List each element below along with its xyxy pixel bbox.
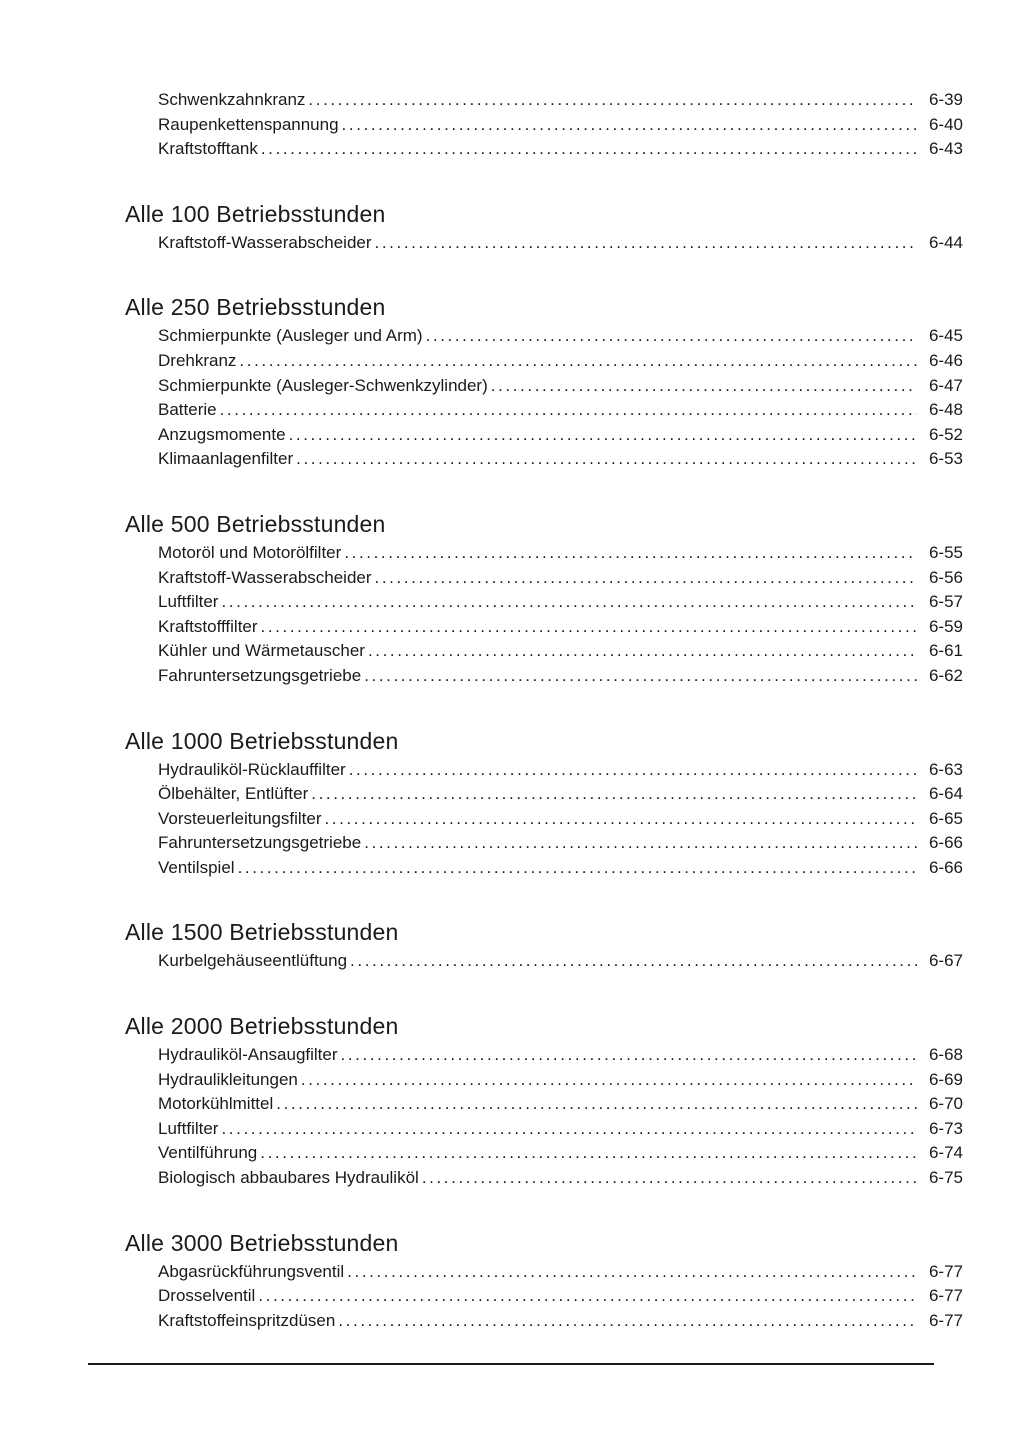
entry-label: Biologisch abbaubares Hydrauliköl bbox=[158, 1168, 419, 1188]
entry-label: Hydraulikleitungen bbox=[158, 1069, 298, 1089]
entry-page-number: 6-39 bbox=[928, 90, 963, 109]
toc-entry bbox=[125, 1260, 963, 1285]
toc-section bbox=[125, 917, 963, 974]
dot-leader bbox=[375, 231, 917, 256]
entry-page-number: 6-40 bbox=[928, 114, 963, 134]
toc-entry bbox=[125, 856, 963, 881]
dot-leader bbox=[364, 664, 917, 689]
entry-page-number: 6-44 bbox=[928, 232, 963, 252]
entry-label: Luftfilter bbox=[158, 592, 219, 612]
toc-entry bbox=[125, 374, 963, 399]
entry-page-number: 6-63 bbox=[928, 759, 963, 779]
dot-leader bbox=[239, 349, 917, 374]
entry-page-number: 6-55 bbox=[928, 542, 963, 562]
entry-page-number: 6-69 bbox=[928, 1069, 963, 1089]
entry-page-number: 6-43 bbox=[928, 139, 963, 159]
dot-leader bbox=[238, 856, 917, 881]
entry-label: Kraftstofffilter bbox=[158, 616, 258, 636]
entry-label: Ventilführung bbox=[158, 1143, 258, 1163]
entry-label: Anzugsmomente bbox=[158, 424, 286, 444]
toc-entry bbox=[125, 231, 963, 256]
entry-label: Hydrauliköl-Ansaugfilter bbox=[158, 1045, 338, 1065]
entry-label: Motorkühlmittel bbox=[158, 1094, 274, 1114]
entry-page-number: 6-66 bbox=[928, 833, 963, 853]
entry-page-number: 6-53 bbox=[928, 449, 963, 469]
entry-page-number: 6-52 bbox=[928, 424, 963, 444]
entry-page-number: 6-70 bbox=[928, 1094, 963, 1114]
entry-label: Schmierpunkte (Ausleger und Arm) bbox=[158, 326, 423, 346]
entry-page-number: 6-68 bbox=[928, 1045, 963, 1065]
dot-leader bbox=[350, 949, 917, 974]
entry-label: Raupenkettenspannung bbox=[158, 114, 339, 134]
entry-label: Luftfilter bbox=[158, 1118, 219, 1138]
dot-leader bbox=[422, 1166, 917, 1191]
section-heading: Alle 250 Betriebsstunden bbox=[125, 294, 386, 321]
toc-section bbox=[125, 726, 963, 881]
entry-label: Klimaanlagenfilter bbox=[158, 449, 294, 469]
toc-entry bbox=[125, 447, 963, 472]
entry-page-number: 6-45 bbox=[928, 326, 963, 346]
entry-label: Ventilspiel bbox=[158, 857, 235, 877]
dot-leader bbox=[311, 782, 917, 807]
entry-label: Kraftstofftank bbox=[158, 139, 258, 159]
entry-page-number: 6-65 bbox=[928, 808, 963, 828]
entry-page-number: 6-77 bbox=[928, 1261, 963, 1281]
toc-entry bbox=[125, 398, 963, 423]
entry-page-number: 6-46 bbox=[928, 350, 963, 370]
toc bbox=[125, 88, 963, 1333]
entry-page-number: 6-47 bbox=[928, 375, 963, 395]
entry-page-number: 6-77 bbox=[928, 1310, 963, 1330]
dot-leader bbox=[221, 1117, 917, 1142]
toc-entry bbox=[125, 615, 963, 640]
dot-leader bbox=[342, 113, 917, 138]
dot-leader bbox=[220, 398, 917, 423]
toc-section bbox=[125, 88, 963, 162]
section-heading: Alle 3000 Betriebsstunden bbox=[125, 1229, 399, 1256]
toc-entry bbox=[125, 1166, 963, 1191]
entry-label: Motoröl und Motorölfilter bbox=[158, 542, 342, 562]
dot-leader bbox=[301, 1068, 917, 1093]
toc-entry bbox=[125, 664, 963, 689]
toc-entry bbox=[125, 423, 963, 448]
dot-leader bbox=[349, 758, 917, 783]
dot-leader bbox=[426, 324, 917, 349]
entry-label: Kraftstoff-Wasserabscheider bbox=[158, 232, 372, 252]
section-heading: Alle 100 Betriebsstunden bbox=[125, 200, 386, 227]
entry-page-number: 6-48 bbox=[928, 400, 963, 420]
section-heading: Alle 500 Betriebsstunden bbox=[125, 510, 386, 537]
toc-section bbox=[125, 199, 963, 256]
toc-section bbox=[125, 1011, 963, 1191]
toc-section bbox=[125, 292, 963, 472]
dot-leader bbox=[261, 615, 917, 640]
dot-leader bbox=[261, 137, 917, 162]
entry-label: Hydrauliköl-Rücklauffilter bbox=[158, 759, 346, 779]
dot-leader bbox=[344, 541, 917, 566]
dot-leader bbox=[347, 1260, 917, 1285]
document-page bbox=[125, 88, 963, 1333]
entry-label: Schwenkzahnkranz bbox=[158, 90, 306, 109]
entry-page-number: 6-74 bbox=[928, 1143, 963, 1163]
toc-entry bbox=[125, 1092, 963, 1117]
entry-page-number: 6-77 bbox=[928, 1286, 963, 1306]
toc-entry bbox=[125, 349, 963, 374]
toc-entry bbox=[125, 949, 963, 974]
dot-leader bbox=[324, 807, 917, 832]
section-heading: Alle 1000 Betriebsstunden bbox=[125, 727, 399, 754]
toc-entry bbox=[125, 831, 963, 856]
section-heading: Alle 2000 Betriebsstunden bbox=[125, 1013, 399, 1040]
toc-entry bbox=[125, 324, 963, 349]
dot-leader bbox=[308, 88, 917, 113]
toc-entry bbox=[125, 541, 963, 566]
entry-page-number: 6-57 bbox=[928, 592, 963, 612]
entry-label: Batterie bbox=[158, 400, 217, 420]
entry-label: Kurbelgehäuseentlüftung bbox=[158, 951, 348, 971]
entry-label: Drosselventil bbox=[158, 1286, 256, 1306]
entry-label: Drehkranz bbox=[158, 350, 237, 370]
toc-entry bbox=[125, 1117, 963, 1142]
toc-entry bbox=[125, 639, 963, 664]
entry-label: Kühler und Wärmetauscher bbox=[158, 641, 365, 661]
entry-label: Abgasrückführungsventil bbox=[158, 1261, 345, 1281]
toc-entry bbox=[125, 113, 963, 138]
dot-leader bbox=[296, 447, 917, 472]
entry-label: Kraftstoffeinspritzdüsen bbox=[158, 1310, 336, 1330]
entry-label: Vorsteuerleitungsfilter bbox=[158, 808, 322, 828]
entry-label: Ölbehälter, Entlüfter bbox=[158, 784, 309, 804]
dot-leader bbox=[221, 590, 917, 615]
toc-entry bbox=[125, 88, 963, 113]
toc-entry bbox=[125, 1309, 963, 1334]
entry-label: Fahruntersetzungsgetriebe bbox=[158, 833, 362, 853]
entry-page-number: 6-67 bbox=[928, 951, 963, 971]
dot-leader bbox=[368, 639, 917, 664]
dot-leader bbox=[364, 831, 917, 856]
toc-entry bbox=[125, 566, 963, 591]
toc-entry bbox=[125, 1068, 963, 1093]
toc-entry bbox=[125, 782, 963, 807]
entry-page-number: 6-61 bbox=[928, 641, 963, 661]
entry-page-number: 6-75 bbox=[928, 1168, 963, 1188]
entry-label: Kraftstoff-Wasserabscheider bbox=[158, 567, 372, 587]
toc-entry bbox=[125, 590, 963, 615]
footer-rule bbox=[88, 1363, 934, 1365]
dot-leader bbox=[375, 566, 917, 591]
dot-leader bbox=[491, 374, 917, 399]
toc-entry bbox=[125, 1043, 963, 1068]
entry-page-number: 6-66 bbox=[928, 857, 963, 877]
toc-entry bbox=[125, 1141, 963, 1166]
entry-label: Schmierpunkte (Ausleger-Schwenkzylinder) bbox=[158, 375, 488, 395]
toc-section bbox=[125, 509, 963, 689]
entry-page-number: 6-73 bbox=[928, 1118, 963, 1138]
entry-page-number: 6-56 bbox=[928, 567, 963, 587]
dot-leader bbox=[276, 1092, 917, 1117]
toc-section bbox=[125, 1228, 963, 1334]
toc-entry bbox=[125, 1284, 963, 1309]
dot-leader bbox=[289, 423, 917, 448]
dot-leader bbox=[260, 1141, 917, 1166]
section-heading: Alle 1500 Betriebsstunden bbox=[125, 919, 399, 946]
entry-page-number: 6-59 bbox=[928, 616, 963, 636]
toc-entry bbox=[125, 137, 963, 162]
entry-label: Fahruntersetzungsgetriebe bbox=[158, 665, 362, 685]
toc-entry bbox=[125, 758, 963, 783]
dot-leader bbox=[338, 1309, 917, 1334]
entry-page-number: 6-64 bbox=[928, 784, 963, 804]
entry-page-number: 6-62 bbox=[928, 665, 963, 685]
toc-entry bbox=[125, 807, 963, 832]
dot-leader bbox=[258, 1284, 917, 1309]
dot-leader bbox=[341, 1043, 917, 1068]
